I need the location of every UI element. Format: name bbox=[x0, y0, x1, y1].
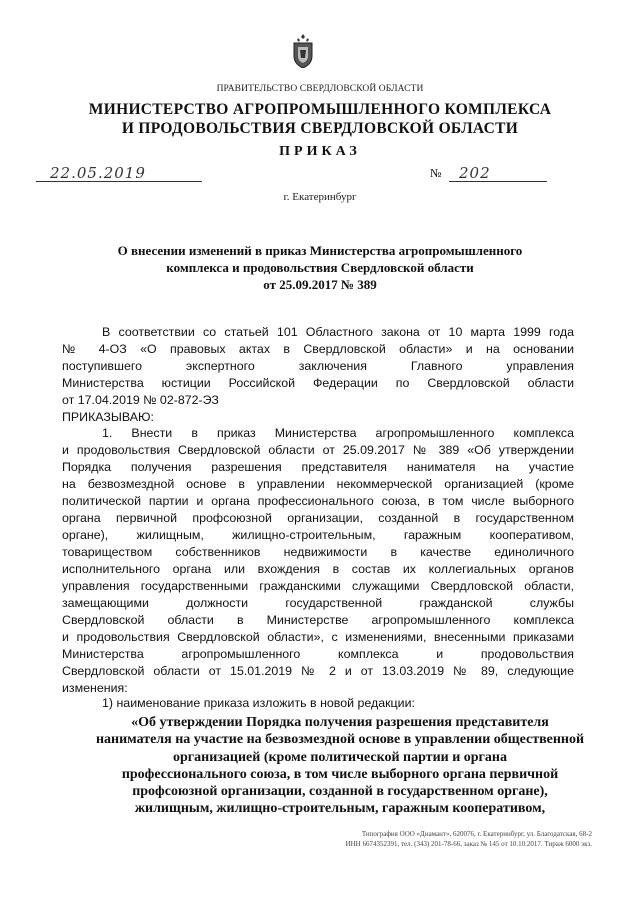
city: г. Екатеринбург bbox=[283, 191, 357, 203]
ministry-name-line-1: МИНИСТЕРСТВО АГРОПРОМЫШЛЕННОГО КОМПЛЕКСА bbox=[88, 101, 552, 118]
text-line: и продовольствия Свердловской области от 25.09.2017 № 389 «Об утверждении bbox=[62, 443, 574, 457]
quote-line: жилищным, жилищно-строительным, гаражным кооперативом, bbox=[134, 801, 546, 817]
subject-line: от 25.09.2017 № 389 bbox=[263, 277, 377, 292]
text-line: и продовольствия Свердловской области», с изменениями, внесенными приказами bbox=[62, 630, 574, 644]
footer-line: Типография ООО «Диамант», 620076, г. Екатеринбург, ул. Благодатская, 68-2 bbox=[361, 830, 592, 838]
government-name: ПРАВИТЕЛЬСТВО СВЕРДЛОВСКОЙ ОБЛАСТИ bbox=[216, 84, 424, 94]
new-title-quote bbox=[40, 714, 640, 818]
print-footer bbox=[296, 829, 592, 849]
order-number: 202 bbox=[449, 164, 547, 182]
coat-of-arms-icon bbox=[291, 34, 315, 68]
text-line: Свердловской области от 15.01.2019 № 2 и от 13.03.2019 № 89, следующие bbox=[62, 664, 574, 678]
text-line: Порядка получения разрешения представителя нанимателя на участие bbox=[62, 460, 574, 474]
text-line: политической партии и органа профессионального союза, в том числе выборного bbox=[62, 494, 574, 508]
text-line: на безвозмездной основе в управлении некоммерческой организацией (кроме bbox=[62, 477, 574, 491]
quote-line: «Об утверждении Порядка получения разрешения представителя bbox=[131, 715, 549, 730]
quote-line: профессионального союза, в том числе выборного органа первичной bbox=[121, 766, 559, 782]
subject-line: О внесении изменений в приказ Министерства агропромышленного bbox=[117, 243, 523, 258]
quote-line: нанимателя на участие на безвозмездной основе в управлении общественной bbox=[95, 732, 585, 748]
document-type: ПРИКАЗ bbox=[279, 144, 361, 159]
subject-line: комплекса и продовольствия Свердловской области bbox=[166, 260, 474, 275]
text-line: органа первичной профсоюзной организации, созданной в государственном bbox=[62, 511, 574, 525]
text-line: замещающими должности государственной гражданской службы bbox=[62, 596, 574, 610]
item-1-paragraph bbox=[62, 425, 574, 697]
quote-line: профсоюзной организации, созданной в государственном органе), bbox=[132, 784, 548, 800]
subitem-1: 1) наименование приказа изложить в новой редакции: bbox=[102, 696, 415, 710]
preamble-paragraph bbox=[62, 324, 574, 409]
text-line: Министерства юстиции Российской Федерации по Свердловской области bbox=[62, 376, 574, 390]
text-line: поступившего экспертного заключения Главного управления bbox=[62, 359, 574, 373]
text-line: управления государственными гражданскими служащими Свердловской области, bbox=[62, 579, 574, 593]
text-line: исполнительного органа или вхождения в состав их коллегиальных органов bbox=[62, 562, 574, 576]
text-line: В соответствии со статьей 101 Областного закона от 10 марта 1999 года bbox=[102, 325, 574, 339]
text-line: органе), жилищным, жилищно-строительным, гаражным кооперативом, bbox=[62, 528, 574, 542]
text-line: изменения: bbox=[62, 681, 128, 695]
quote-line: организацией (кроме политической партии и органа bbox=[173, 749, 507, 765]
text-line: товариществом собственников недвижимости в качестве единоличного bbox=[62, 545, 574, 559]
ministry-name-line-2: И ПРОДОВОЛЬСТВИЯ СВЕРДЛОВСКОЙ ОБЛАСТИ bbox=[121, 120, 519, 137]
footer-line: ИНН 6674352391, тел. (343) 201-78-66, заказ № 145 от 10.10.2017. Тираж 6000 экз. bbox=[345, 840, 592, 848]
text-line: Министерства агропромышленного комплекса и продовольствия bbox=[62, 647, 574, 661]
text-line: Свердловской области в Министерстве агропромышленного комплекса bbox=[62, 613, 574, 627]
text-line: 1. Внести в приказ Министерства агропромышленного комплекса bbox=[102, 426, 574, 440]
text-line: № 4-ОЗ «О правовых актах в Свердловской области» и на основании bbox=[62, 342, 574, 356]
number-label: № bbox=[430, 166, 442, 180]
text-line: от 17.04.2019 № 02-872-ЭЗ bbox=[62, 393, 219, 407]
order-date: 22.05.2019 bbox=[36, 164, 202, 182]
orders-word: ПРИКАЗЫВАЮ: bbox=[62, 410, 154, 424]
